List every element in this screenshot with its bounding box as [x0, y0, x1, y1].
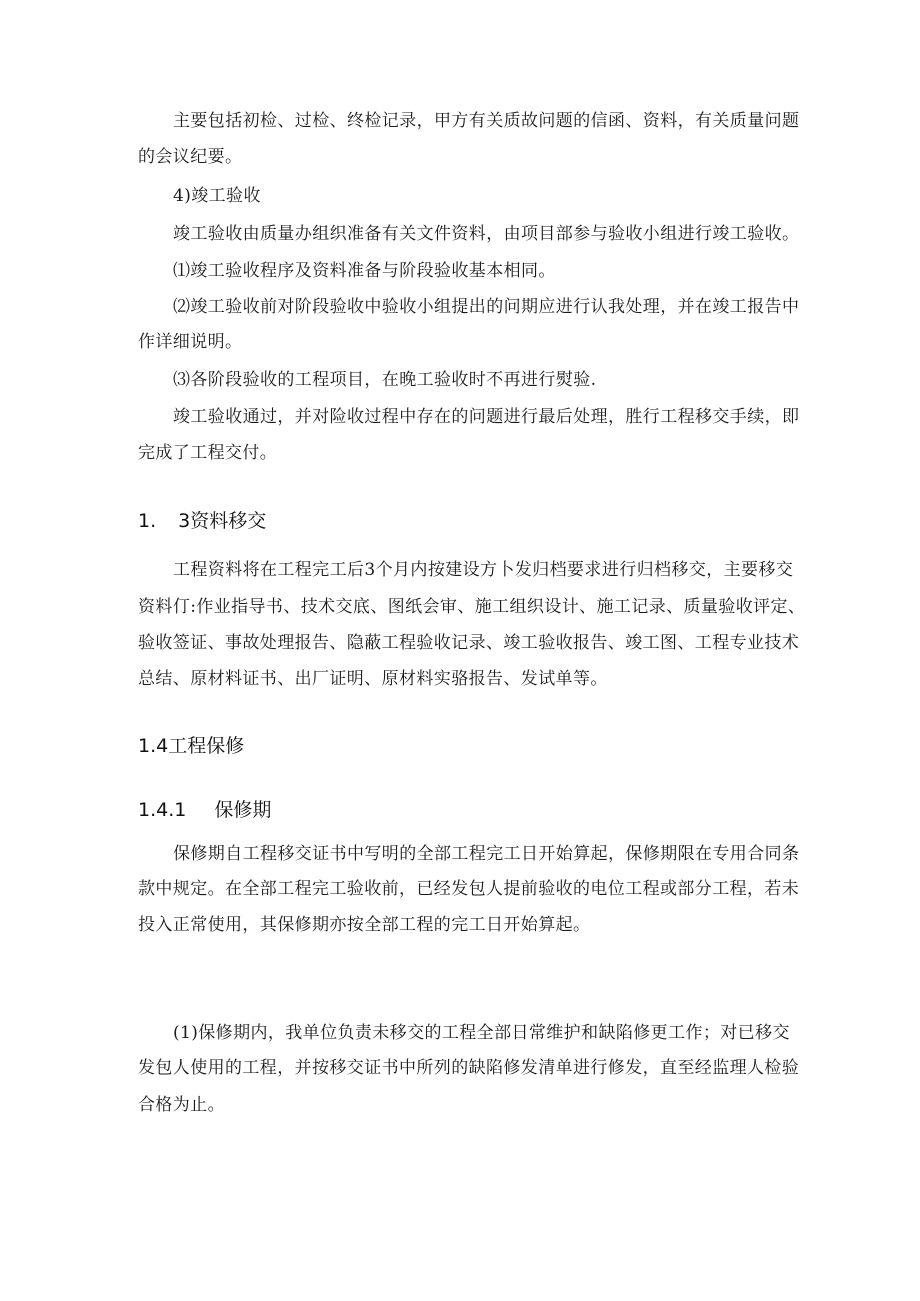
paragraph-line: 总结、原材料证书、出厂证明、原材料实骆报告、发试单等。	[138, 669, 608, 689]
list-item: ⑵竣工验收前对阶段验收中验收小组提出的问期应进行认我处理，并在竣工报告中	[173, 297, 800, 317]
paragraph-line: 合格为止。	[138, 1095, 225, 1115]
paragraph-line: 完成了工程交付。	[138, 443, 278, 463]
subsection-heading-number: 1.4.1	[138, 799, 187, 821]
paragraph-line: 工程资料将在工程完工后3个月内按建设方卜发归档要求进行归档移交，主要移交	[173, 560, 794, 580]
section-heading: 1.4工程保修	[138, 735, 245, 757]
list-item: ⑴竣工验收程序及资料准备与阶段验收基本相同。	[173, 261, 556, 281]
section-heading-text: 3资料移交	[178, 510, 267, 532]
paragraph-line: 竣工验收由质量办组织准备有关文件资料，由项目部参与验收小组进行竣工验收。	[173, 224, 800, 244]
paragraph-line: 竣工验收通过，并对险收过程中存在的问题进行最后处理，胜行工程移交手续，即	[173, 407, 800, 427]
paragraph-line: 保修期自工程移交证书中写明的全部工程完工日开始算起，保修期限在专用合同条	[173, 844, 800, 864]
paragraph-line: (1)保修期内，我单位负责未移交的工程全部日常维护和缺陷修更工作；对已移交	[173, 1023, 790, 1043]
paragraph-line: 验收签证、事故处理报告、隐蔽工程验收记录、竣工验收报告、竣工图、工程专业技术	[138, 633, 800, 653]
section-heading-number: 1.	[138, 510, 157, 532]
list-item-heading: 4)竣工验收	[173, 186, 261, 206]
paragraph-line: 投入正常使用，其保修期亦按全部工程的完工日开始算起。	[138, 915, 591, 935]
subsection-heading	[138, 799, 271, 821]
list-item-continuation: 作详细说明。	[138, 332, 243, 352]
paragraph-line: 的会议纪要。	[138, 147, 243, 167]
list-item: ⑶各阶段验收的工程项目，在晚工验收时不再进行熨验.	[173, 370, 597, 390]
paragraph-line: 款中规定。在全部工程完工验收前，已经发包人提前验收的电位工程或部分工程，若未	[138, 879, 800, 899]
paragraph-line: 发包人使用的工程，并按移交证书中所列的缺陷修发清单进行修发，直至经监理人检验	[138, 1058, 800, 1078]
paragraph-line: 主要包括初检、过检、终检记录，甲方有关质故问题的信函、资料，有关质量问题	[173, 111, 800, 131]
subsection-heading-text: 保修期	[214, 799, 272, 821]
section-heading	[138, 510, 266, 532]
paragraph-line: 资料仃:作业指导书、技术交底、图纸会审、施工组织设计、施工记录、质量验收评定、	[138, 597, 806, 617]
